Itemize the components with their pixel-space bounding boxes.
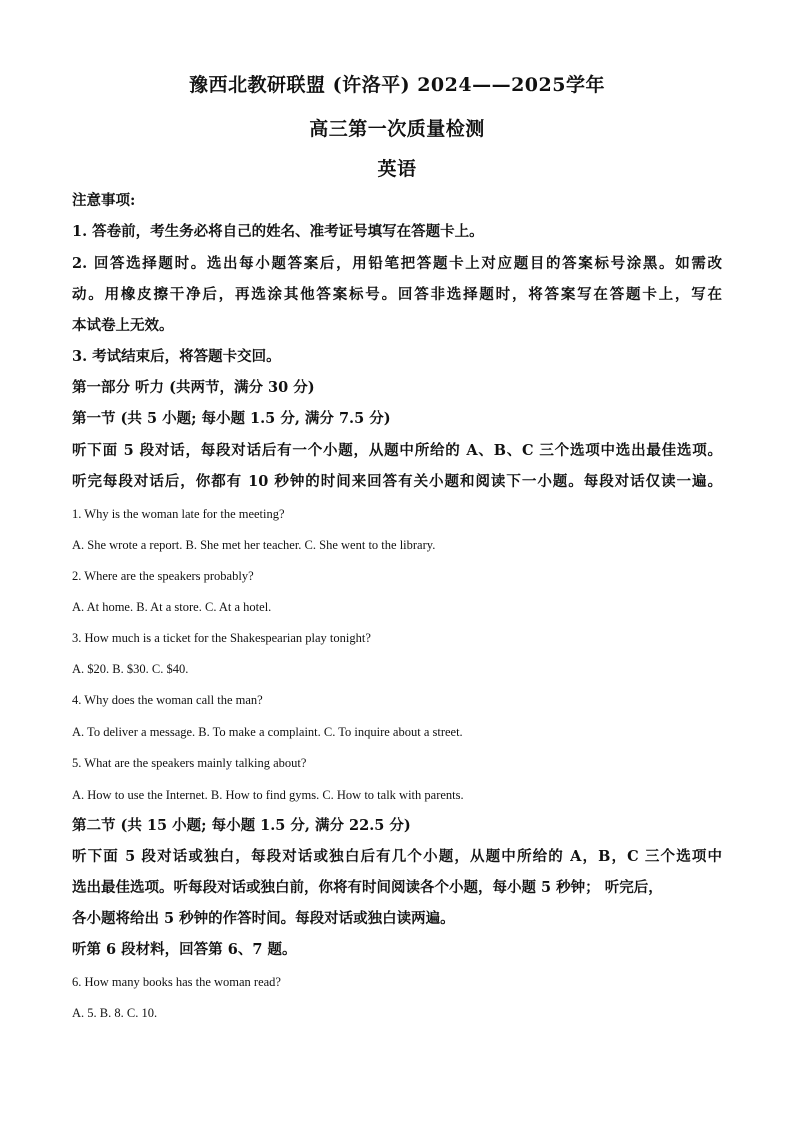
question-2-options: A. At home. B. At a store. C. At a hotel. [72, 600, 272, 614]
notice-item-2-line-2: 动。用橡皮擦干净后，再选涂其他答案标号。回答非选择题时，将答案写在答题卡上，写在 [72, 286, 722, 303]
section1-instruction-line-2: 听完每段对话后，你都有 10 秒钟的时间来回答有关小题和阅读下一小题。每段对话仅读一遍。 [72, 473, 722, 490]
section2-instruction-line-2: 选出最佳选项。听每段对话或独白前，你将有时间阅读各个小题，每小题 5 秒钟； 听完后， [72, 879, 663, 896]
notice-item-2-line-3: 本试卷上无效。 [72, 317, 174, 334]
section2-instruction-line-1: 听下面 5 段对话或独白，每段对话或独白后有几个小题，从题中所给的 A，B，C 三个选项中 [72, 848, 722, 865]
notice-item-1: 1. 答卷前，考生务必将自己的姓名、准考证号填写在答题卡上。 [72, 223, 484, 240]
section2-instruction-line-3: 各小题将给出 5 秒钟的作答时间。每段对话或独白读两遍。 [72, 910, 455, 927]
notice-heading: 注意事项: [72, 192, 136, 209]
question-5-options: A. How to use the Internet. B. How to find gyms. C. How to talk with parents. [72, 788, 464, 802]
question-2: 2. Where are the speakers probably? [72, 569, 254, 583]
section1-instruction-line-1: 听下面 5 段对话，每段对话后有一个小题，从题中所给的 A、B、C 三个选项中选出最佳选项。 [72, 442, 722, 459]
question-6-options: A. 5. B. 8. C. 10. [72, 1006, 158, 1020]
material-6-heading: 听第 6 段材料，回答第 6、7 题。 [72, 941, 297, 958]
section2-heading: 第二节 (共 15 小题; 每小题 1.5 分, 满分 22.5 分) [72, 817, 411, 834]
question-5: 5. What are the speakers mainly talking about? [72, 756, 307, 770]
notice-item-2-line-1: 2. 回答选择题时。选出每小题答案后，用铅笔把答题卡上对应题目的答案标号涂黑。如需改 [72, 255, 722, 272]
exam-title: 豫西北教研联盟 (许洛平) 2024——2025学年 [189, 74, 605, 96]
question-4-options: A. To deliver a message. B. To make a complaint. C. To inquire about a street. [72, 725, 463, 739]
question-6: 6. How many books has the woman read? [72, 975, 281, 989]
question-3-options: A. $20. B. $30. C. $40. [72, 662, 189, 676]
subject-title: 英语 [377, 158, 417, 180]
question-4: 4. Why does the woman call the man? [72, 693, 263, 707]
question-1: 1. Why is the woman late for the meeting? [72, 507, 285, 521]
exam-subtitle: 高三第一次质量检测 [309, 118, 485, 140]
notice-item-3: 3. 考试结束后，将答题卡交回。 [72, 348, 281, 365]
question-3: 3. How much is a ticket for the Shakespearian play tonight? [72, 631, 371, 645]
question-1-options: A. She wrote a report. B. She met her teacher. C. She went to the library. [72, 538, 436, 552]
part1-heading: 第一部分 听力 (共两节，满分 30 分) [72, 379, 315, 396]
section1-heading: 第一节 (共 5 小题; 每小题 1.5 分, 满分 7.5 分) [72, 410, 391, 427]
